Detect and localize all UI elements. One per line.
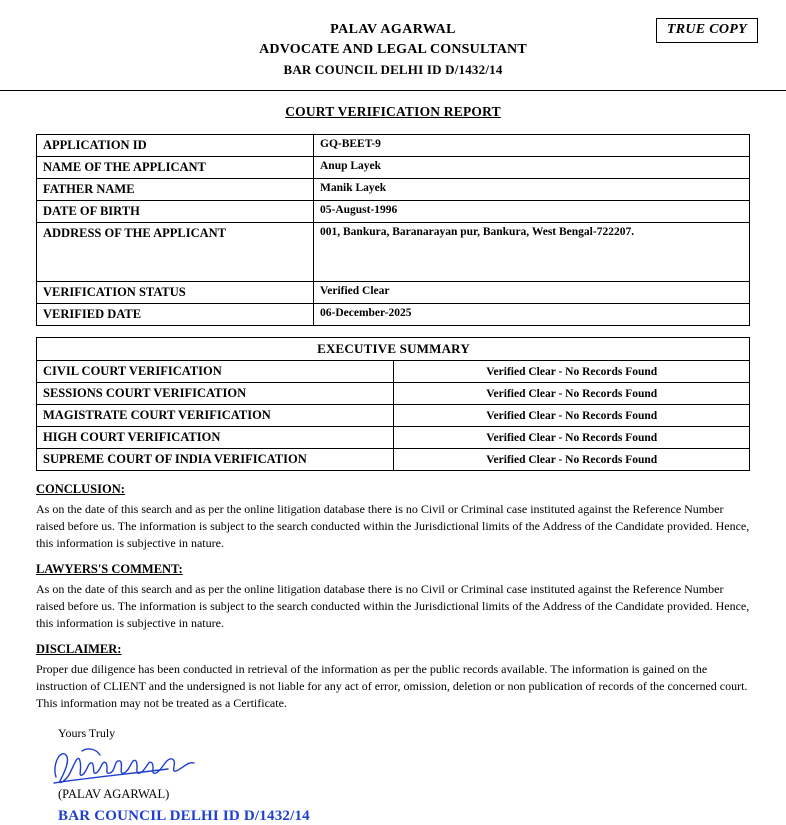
table-row	[37, 361, 750, 383]
lawyer-comment-body: As on the date of this search and as per the online litigation database there is no Civil or Criminal case instituted against the Reference Number raised before us. The information is subject to the search conducted within the Jurisdictional limits of the Address of the Candidate provided. Hence, this information is subjective in nature.	[36, 582, 750, 631]
summary-item-label: CIVIL COURT VERIFICATION	[37, 361, 394, 383]
table-row	[37, 223, 750, 282]
table-row	[37, 282, 750, 304]
conclusion-title: CONCLUSION:	[36, 482, 125, 496]
summary-item-label: SESSIONS COURT VERIFICATION	[37, 383, 394, 405]
executive-summary-table	[36, 337, 750, 471]
summary-item-result: Verified Clear - No Records Found	[393, 383, 750, 405]
summary-item-result: Verified Clear - No Records Found	[393, 405, 750, 427]
page-title: COURT VERIFICATION REPORT	[285, 104, 501, 119]
table-row	[37, 201, 750, 223]
table-row	[37, 449, 750, 471]
summary-item-label: SUPREME COURT OF INDIA VERIFICATION	[37, 449, 394, 471]
header-divider	[0, 90, 786, 91]
signature-image	[48, 743, 750, 789]
applicant-details-table	[36, 134, 750, 326]
detail-label: VERIFIED DATE	[37, 304, 314, 326]
bar-council-id: BAR COUNCIL DELHI ID D/1432/14	[283, 62, 503, 77]
true-copy-stamp: TRUE COPY	[656, 18, 758, 43]
summary-item-result: Verified Clear - No Records Found	[393, 361, 750, 383]
detail-value: 05-August-1996	[314, 201, 750, 223]
detail-value: Manik Layek	[314, 179, 750, 201]
detail-label: ADDRESS OF THE APPLICANT	[37, 223, 314, 282]
table-row	[37, 157, 750, 179]
table-row	[37, 427, 750, 449]
table-row	[37, 383, 750, 405]
detail-value: Anup Layek	[314, 157, 750, 179]
table-row	[37, 405, 750, 427]
lawyer-comment-title: LAWYERS'S COMMENT:	[36, 562, 183, 577]
table-row	[37, 135, 750, 157]
detail-label: NAME OF THE APPLICANT	[37, 157, 314, 179]
signatory-name: (PALAV AGARWAL)	[58, 787, 170, 802]
disclaimer-title: DISCLAIMER:	[36, 642, 122, 657]
detail-label: FATHER NAME	[37, 179, 314, 201]
advocate-name: PALAV AGARWAL	[330, 22, 456, 37]
summary-heading: EXECUTIVE SUMMARY	[37, 338, 750, 361]
detail-label: VERIFICATION STATUS	[37, 282, 314, 304]
table-row	[37, 304, 750, 326]
advocate-designation: ADVOCATE AND LEGAL CONSULTANT	[259, 42, 527, 57]
detail-label: DATE OF BIRTH	[37, 201, 314, 223]
summary-item-result: Verified Clear - No Records Found	[393, 449, 750, 471]
detail-value: GQ-BEET-9	[314, 135, 750, 157]
detail-value: Verified Clear	[314, 282, 750, 304]
detail-label: APPLICATION ID	[37, 135, 314, 157]
signatory-bar-council-id: BAR COUNCIL DELHI ID D/1432/14	[58, 808, 310, 825]
summary-header-row	[37, 338, 750, 361]
disclaimer-body: Proper due diligence has been conducted in retrieval of the information as per the public records available. The information is gained on the instruction of CLIENT and the undersigned is not liable for any act of error, omission, deletion or non publication of records of the concerned court. This information may not be treated as a Certificate.	[36, 662, 748, 711]
detail-value: 001, Bankura, Baranarayan pur, Bankura, West Bengal-722207.	[314, 223, 750, 282]
summary-item-label: HIGH COURT VERIFICATION	[37, 427, 394, 449]
conclusion-body: As on the date of this search and as per the online litigation database there is no Civil or Criminal case instituted against the Reference Number raised before us. The information is subject to the search conducted within the Jurisdictional limits of the Address of the Candidate provided. Hence, this information is subjective in nature.	[36, 502, 750, 551]
narrative-sections	[36, 471, 750, 712]
summary-item-label: MAGISTRATE COURT VERIFICATION	[37, 405, 394, 427]
detail-value: 06-December-2025	[314, 304, 750, 326]
signature-salutation: Yours Truly	[58, 726, 116, 741]
summary-item-result: Verified Clear - No Records Found	[393, 427, 750, 449]
table-row	[37, 179, 750, 201]
signature-block	[36, 712, 750, 825]
